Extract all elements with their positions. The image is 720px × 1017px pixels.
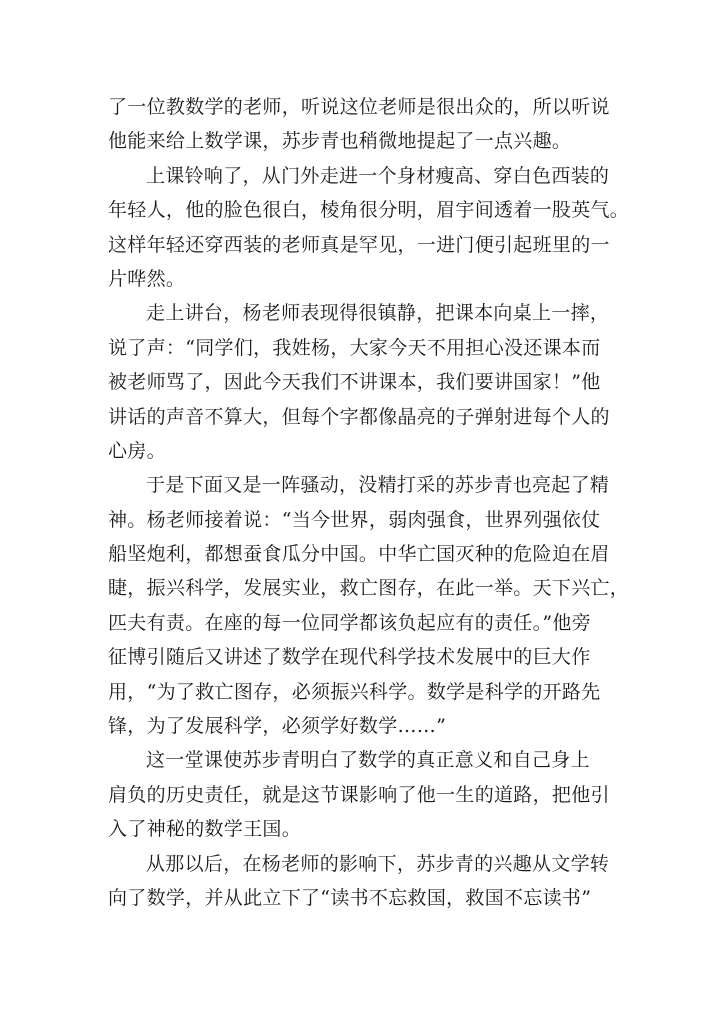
body-text	[108, 90, 628, 915]
text-line: 肩负的历史责任，就是这节课影响了他一生的道路，把他引	[108, 783, 610, 806]
paragraph-first-line: 这一堂课使苏步青明白了数学的真正意义和自己身上	[146, 749, 590, 772]
paragraph-first-line: 于是下面又是一阵骚动，没精打采的苏步青也亮起了精	[146, 474, 610, 497]
text-line: 睫，振兴科学，发展实业，救亡图存，在此一举。天下兴亡，	[108, 577, 630, 600]
paragraph-first-line: 上课铃响了，从门外走进一个身材瘦高、穿白色西装的	[146, 164, 610, 187]
text-line: 用，“为了救亡图存，必须振兴科学。数学是科学的开路先	[108, 680, 601, 703]
text-line: 讲话的声音不算大，但每个字都像晶亮的子弹射进每个人的	[108, 405, 610, 428]
text-line: 匹夫有责。在座的每一位同学都该负起应有的责任。”他旁	[108, 611, 592, 634]
text-line: 说了声：“同学们，我姓杨，大家今天不用担心没还课本而	[108, 336, 601, 359]
paragraph-first-line: 从那以后，在杨老师的影响下，苏步青的兴趣从文学转	[146, 852, 610, 875]
text-line: 心房。	[108, 439, 166, 462]
paragraph-first-line: 走上讲台，杨老师表现得很镇静，把课本向桌上一摔，	[146, 302, 610, 325]
text-line: 年轻人，他的脸色很白，棱角很分明，眉宇间透着一股英气。	[108, 199, 630, 222]
text-line: 船坚炮利，都想蚕食瓜分中国。中华亡国灭种的危险迫在眉	[108, 543, 610, 566]
text-line: 片哗然。	[108, 267, 186, 290]
text-line: 神。杨老师接着说：“当今世界，弱肉强食，世界列强依仗	[108, 508, 601, 531]
text-line: 向了数学，并从此立下了“读书不忘救国，救国不忘读书”	[108, 886, 592, 909]
text-line: 他能来给上数学课，苏步青也稍微地提起了一点兴趣。	[108, 130, 572, 153]
text-line: 征博引随后又讲述了数学在现代科学技术发展中的巨大作	[108, 646, 591, 669]
text-line: 被老师骂了，因此今天我们不讲课本，我们要讲国家！”他	[108, 371, 601, 394]
text-line: 了一位教数学的老师，听说这位老师是很出众的，所以听说	[108, 96, 610, 118]
text-line: 这样年轻还穿西装的老师真是罕见，一进门便引起班里的一	[108, 233, 610, 256]
text-line: 锋，为了发展科学，必须学好数学……”	[108, 715, 447, 738]
text-line: 入了神秘的数学王国。	[108, 818, 302, 841]
